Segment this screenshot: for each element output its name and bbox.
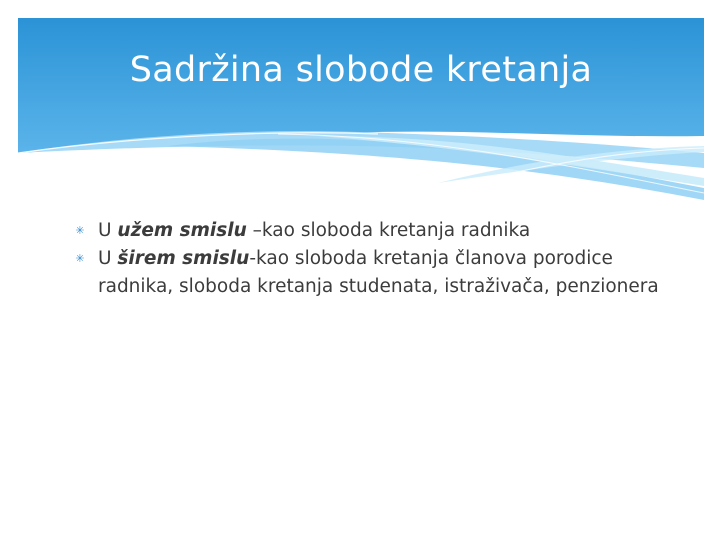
bullet-prefix: U	[98, 220, 118, 241]
bullet-text: -kao sloboda kretanja članova porodice radnika, sloboda kretanja studenata, istraživača, penzionera	[98, 248, 659, 297]
bullet-list	[72, 217, 672, 301]
asterisk-icon: ✳	[75, 252, 85, 265]
bullet-item	[72, 245, 672, 301]
header-wave-graphic	[18, 18, 704, 208]
bullet-prefix: U	[98, 248, 118, 269]
header-banner	[18, 18, 704, 208]
bullet-emphasis: širem smislu	[117, 248, 250, 269]
bullet-text: –kao sloboda kretanja radnika	[246, 220, 531, 241]
slide-title: Sadržina slobode kretanja	[129, 50, 593, 90]
bullet-item	[72, 217, 672, 245]
asterisk-icon: ✳	[75, 224, 85, 237]
bullet-emphasis: užem smislu	[117, 220, 247, 241]
